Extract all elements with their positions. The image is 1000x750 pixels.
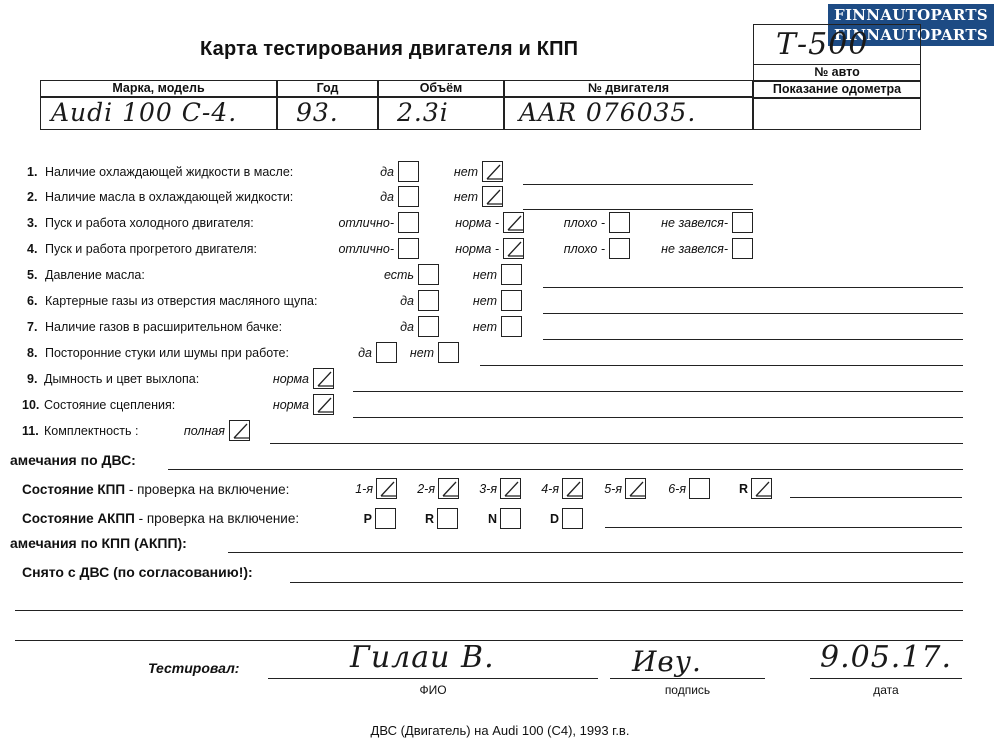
header-label-engine-no: № двигателя [587, 81, 670, 95]
akpp-gear-label: D [549, 512, 559, 526]
option-label: не завелся- [661, 216, 728, 230]
header-label-volume: Объём [419, 81, 463, 95]
header-label-odometer: Показание одометра [772, 82, 902, 96]
question-text: Картерные газы из отверстия масляного щупа: [45, 294, 318, 308]
question-text: Пуск и работа холодного двигателя: [45, 216, 254, 230]
option-label: нет [409, 346, 434, 360]
akpp-row-label [22, 511, 299, 526]
test-date-handwritten: 9.05.17. [820, 640, 953, 675]
option-label: нет [453, 190, 478, 204]
header-value-engine-cell [504, 97, 753, 130]
option-checkbox[interactable] [438, 342, 459, 363]
option-label: отлично- [338, 242, 394, 256]
option-label: норма - [455, 216, 499, 230]
header-value-year-cell [277, 97, 378, 130]
kpp-gear-checkbox[interactable] [438, 478, 459, 499]
answer-line[interactable] [543, 313, 963, 314]
kpp-gear-label: 6-я [668, 482, 686, 496]
removed-label: Снято с ДВС (по согласованию!): [22, 564, 253, 580]
question-text: Дымность и цвет выхлопа: [44, 372, 200, 386]
auto-number-handwritten: Т-500 [776, 27, 869, 62]
kpp-remarks-label: амечания по КПП (АКПП): [10, 535, 187, 551]
option-label: плохо - [563, 242, 605, 256]
option-label: есть [383, 268, 414, 282]
option-checkbox[interactable] [503, 238, 524, 259]
akpp-gear-label: P [363, 512, 372, 526]
kpp-gear-checkbox[interactable] [625, 478, 646, 499]
header-col-engine-no [504, 80, 753, 97]
kpp-gear-label: 2-я [417, 482, 435, 496]
answer-line[interactable] [523, 184, 753, 185]
option-checkbox[interactable] [501, 290, 522, 311]
kpp-gear-checkbox[interactable] [500, 478, 521, 499]
option-label: норма [272, 372, 309, 386]
tester-name-handwritten: Гилаи В. [350, 640, 495, 675]
kpp-gear-checkbox[interactable] [689, 478, 710, 499]
akpp-gear-checkbox[interactable] [375, 508, 396, 529]
option-checkbox[interactable] [482, 186, 503, 207]
option-checkbox[interactable] [398, 212, 419, 233]
option-label: плохо - [563, 216, 605, 230]
option-checkbox[interactable] [732, 212, 753, 233]
option-checkbox[interactable] [398, 161, 419, 182]
kpp-gear-label: 5-я [604, 482, 622, 496]
header-value-odometer-cell [753, 98, 921, 130]
option-checkbox[interactable] [501, 316, 522, 337]
image-caption: ДВС (Двигатель) на Audi 100 (С4), 1993 г.в. [370, 723, 630, 738]
fio-caption: ФИО [419, 683, 447, 697]
akpp-gear-checkbox[interactable] [500, 508, 521, 529]
question-number: 10. [22, 398, 40, 412]
question-text: Комплектность : [44, 424, 139, 438]
removed-line-2[interactable] [15, 610, 963, 611]
option-label: отлично- [338, 216, 394, 230]
header-col-model [40, 80, 277, 97]
kpp-gear-label: 3-я [479, 482, 497, 496]
akpp-line[interactable] [605, 527, 962, 528]
question-number: 2. [27, 190, 38, 204]
option-checkbox[interactable] [503, 212, 524, 233]
option-label: не завелся- [661, 242, 728, 256]
watermark-logo-1: FINNAUTOPARTS [828, 4, 994, 26]
option-checkbox[interactable] [313, 394, 334, 415]
kpp-line[interactable] [790, 497, 962, 498]
akpp-suffix: - проверка на включение: [138, 511, 300, 526]
answer-line[interactable] [270, 443, 963, 444]
answer-line[interactable] [543, 339, 963, 340]
question-number: 5. [27, 268, 38, 282]
option-checkbox[interactable] [482, 161, 503, 182]
answer-line[interactable] [353, 391, 963, 392]
auto-number-box [753, 24, 921, 64]
question-number: 9. [27, 372, 38, 386]
option-checkbox[interactable] [501, 264, 522, 285]
option-label: норма [272, 398, 309, 412]
signature-line[interactable] [610, 678, 765, 679]
engine-remarks-label: амечания по ДВС: [10, 452, 136, 468]
akpp-gear-checkbox[interactable] [437, 508, 458, 529]
date-line[interactable] [810, 678, 962, 679]
kpp-row-label [22, 482, 289, 497]
watermark-logo-2: FINNAUTOPARTS [828, 24, 994, 46]
question-text: Наличие охлаждающей жидкости в масле: [45, 165, 294, 179]
question-text: Наличие газов в расширительном бачке: [45, 320, 283, 334]
question-text: Наличие масла в охлаждающей жидкости: [45, 190, 294, 204]
question-number: 6. [27, 294, 38, 308]
header-label-model: Марка, модель [112, 81, 205, 95]
option-checkbox[interactable] [732, 238, 753, 259]
kpp-suffix: - проверка на включение: [128, 482, 290, 497]
kpp-gear-label: R [738, 482, 748, 496]
option-label: да [380, 165, 394, 179]
engine-remarks-line[interactable] [168, 469, 963, 470]
page-title: Карта тестирования двигателя и КПП [200, 38, 579, 60]
kpp-label: Состояние КПП [22, 482, 126, 497]
header-value-year: 93. [296, 98, 339, 127]
header-value-volume-cell [378, 97, 504, 130]
header-label-auto-no: № авто [814, 65, 860, 79]
option-checkbox[interactable] [313, 368, 334, 389]
fio-line[interactable] [268, 678, 598, 679]
signature-caption: подпись [664, 683, 711, 697]
kpp-gear-label: 1-я [355, 482, 373, 496]
kpp-remarks-line[interactable] [228, 552, 963, 553]
header-col-volume [378, 80, 504, 97]
option-label: нет [472, 268, 497, 282]
option-checkbox[interactable] [609, 212, 630, 233]
option-label: да [358, 346, 372, 360]
option-checkbox[interactable] [398, 238, 419, 259]
option-label: полная [183, 424, 225, 438]
answer-line[interactable] [480, 365, 963, 366]
header-col-odometer [753, 81, 921, 98]
option-label: да [380, 190, 394, 204]
option-label: норма - [455, 242, 499, 256]
option-label: нет [472, 294, 497, 308]
date-caption: дата [873, 683, 899, 697]
header-value-engine-no: AAR 076035. [519, 98, 697, 127]
option-checkbox[interactable] [609, 238, 630, 259]
option-checkbox[interactable] [398, 186, 419, 207]
option-checkbox[interactable] [376, 342, 397, 363]
akpp-gear-checkbox[interactable] [562, 508, 583, 529]
removed-line-1[interactable] [290, 582, 963, 583]
kpp-gear-checkbox[interactable] [376, 478, 397, 499]
question-text: Состояние сцепления: [44, 398, 176, 412]
header-value-model: Audi 100 C-4. [51, 98, 238, 127]
header-col-auto-no [753, 64, 921, 81]
option-label: нет [453, 165, 478, 179]
answer-line[interactable] [543, 287, 963, 288]
header-label-year: Год [316, 81, 339, 95]
question-text: Пуск и работа прогретого двигателя: [45, 242, 257, 256]
question-number: 7. [27, 320, 38, 334]
akpp-gear-label: R [424, 512, 434, 526]
header-value-volume: 2.3i [397, 98, 449, 127]
option-checkbox[interactable] [418, 316, 439, 337]
option-label: нет [472, 320, 497, 334]
question-text: Посторонние стуки или шумы при работе: [45, 346, 289, 360]
question-number: 4. [27, 242, 38, 256]
question-number: 11. [22, 424, 39, 438]
question-number: 8. [27, 346, 38, 360]
question-number: 1. [27, 165, 38, 179]
header-value-model-cell [40, 97, 277, 130]
option-label: да [400, 294, 414, 308]
kpp-gear-label: 4-я [541, 482, 559, 496]
akpp-label: Состояние АКПП [22, 511, 135, 526]
header-table [40, 65, 921, 130]
kpp-gear-checkbox[interactable] [562, 478, 583, 499]
question-text: Давление масла: [45, 268, 145, 282]
tester-signature-handwritten: Иву. [632, 645, 702, 678]
question-number: 3. [27, 216, 38, 230]
option-checkbox[interactable] [418, 290, 439, 311]
option-label: да [400, 320, 414, 334]
option-checkbox[interactable] [418, 264, 439, 285]
tested-label: Тестировал: [148, 660, 240, 676]
header-col-year [277, 80, 378, 97]
kpp-gear-checkbox[interactable] [751, 478, 772, 499]
option-checkbox[interactable] [229, 420, 250, 441]
answer-line[interactable] [523, 209, 753, 210]
answer-line[interactable] [353, 417, 963, 418]
akpp-gear-label: N [487, 512, 497, 526]
